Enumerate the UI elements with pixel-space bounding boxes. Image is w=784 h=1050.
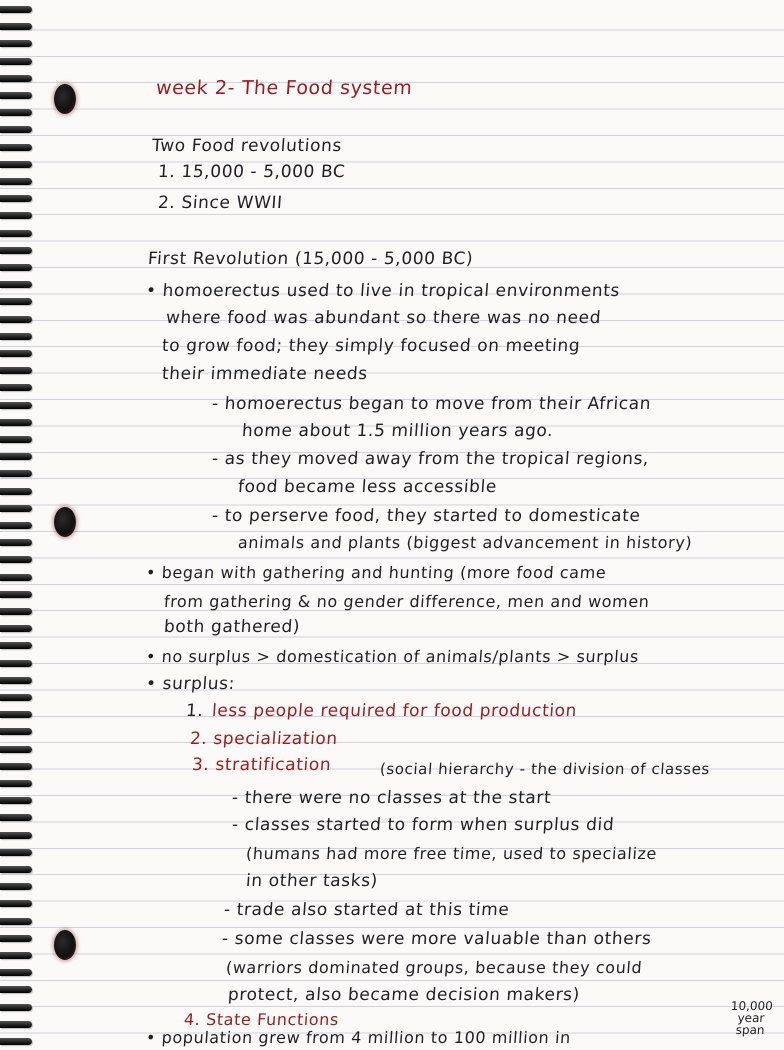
spiral-coil	[0, 109, 32, 116]
note-line: where food was abundant so there was no need	[165, 308, 602, 328]
spiral-coil	[0, 935, 32, 942]
spiral-coil	[0, 419, 32, 426]
page-title: week 2- The Food system	[155, 77, 414, 99]
spiral-coil	[0, 505, 32, 512]
spiral-coil	[0, 728, 32, 735]
spiral-coil	[0, 900, 32, 907]
spiral-coil	[0, 591, 32, 598]
note-line: animals and plants (biggest advancement in history)	[237, 533, 693, 552]
spiral-coil	[0, 298, 32, 305]
spiral-coil	[0, 797, 32, 804]
spiral-coil	[0, 92, 32, 99]
spiral-coil	[0, 849, 32, 856]
spiral-coil	[0, 711, 32, 718]
spiral-coil	[0, 384, 32, 391]
list-item: 1. 15,000 - 5,000 BC	[157, 162, 347, 182]
spiral-coil	[0, 402, 32, 409]
spiral-coil	[0, 677, 32, 684]
surplus-item-1: less people required for food production	[211, 701, 578, 721]
spiral-coil	[0, 23, 32, 30]
spiral-coil	[0, 333, 32, 340]
note-line: - trade also started at this time	[223, 900, 511, 920]
spiral-coil	[0, 230, 32, 237]
note-line: - there were no classes at the start	[231, 788, 552, 808]
spiral-coil	[0, 866, 32, 873]
note-line: • surplus:	[145, 674, 236, 694]
spiral-coil	[0, 367, 32, 374]
note-line: their immediate needs	[161, 364, 369, 384]
spiral-coil	[0, 763, 32, 770]
section-heading: Two Food revolutions	[151, 136, 343, 156]
note-line: • no surplus > domestication of animals/plants > surplus	[145, 647, 640, 666]
section-heading: First Revolution (15,000 - 5,000 BC)	[147, 249, 474, 269]
note-line: • homoerectus used to live in tropical environments	[145, 281, 621, 301]
spiral-coil	[0, 178, 32, 185]
punch-hole	[54, 507, 76, 537]
spiral-coil	[0, 264, 32, 271]
spiral-coil	[0, 539, 32, 546]
note-line: - homoerectus began to move from their African	[211, 394, 652, 414]
spiral-coil	[0, 488, 32, 495]
spiral-coil	[0, 40, 32, 47]
spiral-coil	[0, 58, 32, 65]
spiral-coil	[0, 694, 32, 701]
note-line: (social hierarchy - the division of classes	[379, 760, 711, 778]
punch-hole	[54, 84, 76, 114]
spiral-binding	[0, 0, 44, 1050]
spiral-coil	[0, 883, 32, 890]
spiral-coil	[0, 126, 32, 133]
punch-hole	[54, 930, 76, 960]
spiral-coil	[0, 969, 32, 976]
spiral-coil	[0, 281, 32, 288]
spiral-coil	[0, 316, 32, 323]
note-line: food became less accessible	[237, 477, 498, 497]
spiral-coil	[0, 1004, 32, 1011]
spiral-coil	[0, 212, 32, 219]
surplus-item-number: 1.	[185, 701, 205, 721]
note-line: (warriors dominated groups, because they could	[225, 958, 643, 977]
note-line: - some classes were more valuable than others	[221, 929, 653, 949]
spiral-coil	[0, 436, 32, 443]
spiral-coil	[0, 195, 32, 202]
note-line: - as they moved away from the tropical regions,	[211, 449, 650, 469]
note-line: - classes started to form when surplus did	[231, 815, 615, 835]
note-line: (humans had more free time, used to specialize	[245, 844, 658, 863]
spiral-coil	[0, 832, 32, 839]
spiral-coil	[0, 75, 32, 82]
note-line: to grow food; they simply focused on meeting	[161, 336, 581, 356]
spiral-coil	[0, 918, 32, 925]
spiral-coil	[0, 556, 32, 563]
note-line: in other tasks)	[245, 871, 379, 891]
spiral-coil	[0, 144, 32, 151]
note-line: • population grew from 4 million to 100 million in	[145, 1028, 572, 1047]
surplus-item-2: 2. specialization	[189, 729, 339, 749]
note-line: both gathered)	[163, 617, 301, 637]
spiral-coil	[0, 780, 32, 787]
list-item: 2. Since WWII	[157, 193, 284, 213]
surplus-item-3: 3. stratification	[191, 755, 332, 775]
spiral-coil	[0, 608, 32, 615]
surplus-item-4: 4. State Functions	[183, 1010, 340, 1029]
spiral-coil	[0, 1038, 32, 1045]
spiral-coil	[0, 247, 32, 254]
spiral-coil	[0, 952, 32, 959]
margin-note: 10,000 year span	[730, 999, 774, 1037]
note-line: protect, also became decision makers)	[227, 985, 581, 1005]
spiral-coil	[0, 625, 32, 632]
spiral-coil	[0, 1021, 32, 1028]
spiral-coil	[0, 986, 32, 993]
spiral-coil	[0, 6, 32, 13]
note-line: from gathering & no gender difference, men and women	[163, 592, 651, 611]
spiral-coil	[0, 470, 32, 477]
note-line: - to perserve food, they started to domesticate	[211, 506, 642, 526]
spiral-coil	[0, 453, 32, 460]
spiral-coil	[0, 350, 32, 357]
spiral-coil	[0, 660, 32, 667]
spiral-coil	[0, 642, 32, 649]
spiral-coil	[0, 161, 32, 168]
spiral-coil	[0, 814, 32, 821]
note-line: home about 1.5 million years ago.	[241, 421, 554, 441]
spiral-coil	[0, 746, 32, 753]
note-line: • began with gathering and hunting (more food came	[145, 563, 608, 582]
spiral-coil	[0, 574, 32, 581]
spiral-coil	[0, 522, 32, 529]
